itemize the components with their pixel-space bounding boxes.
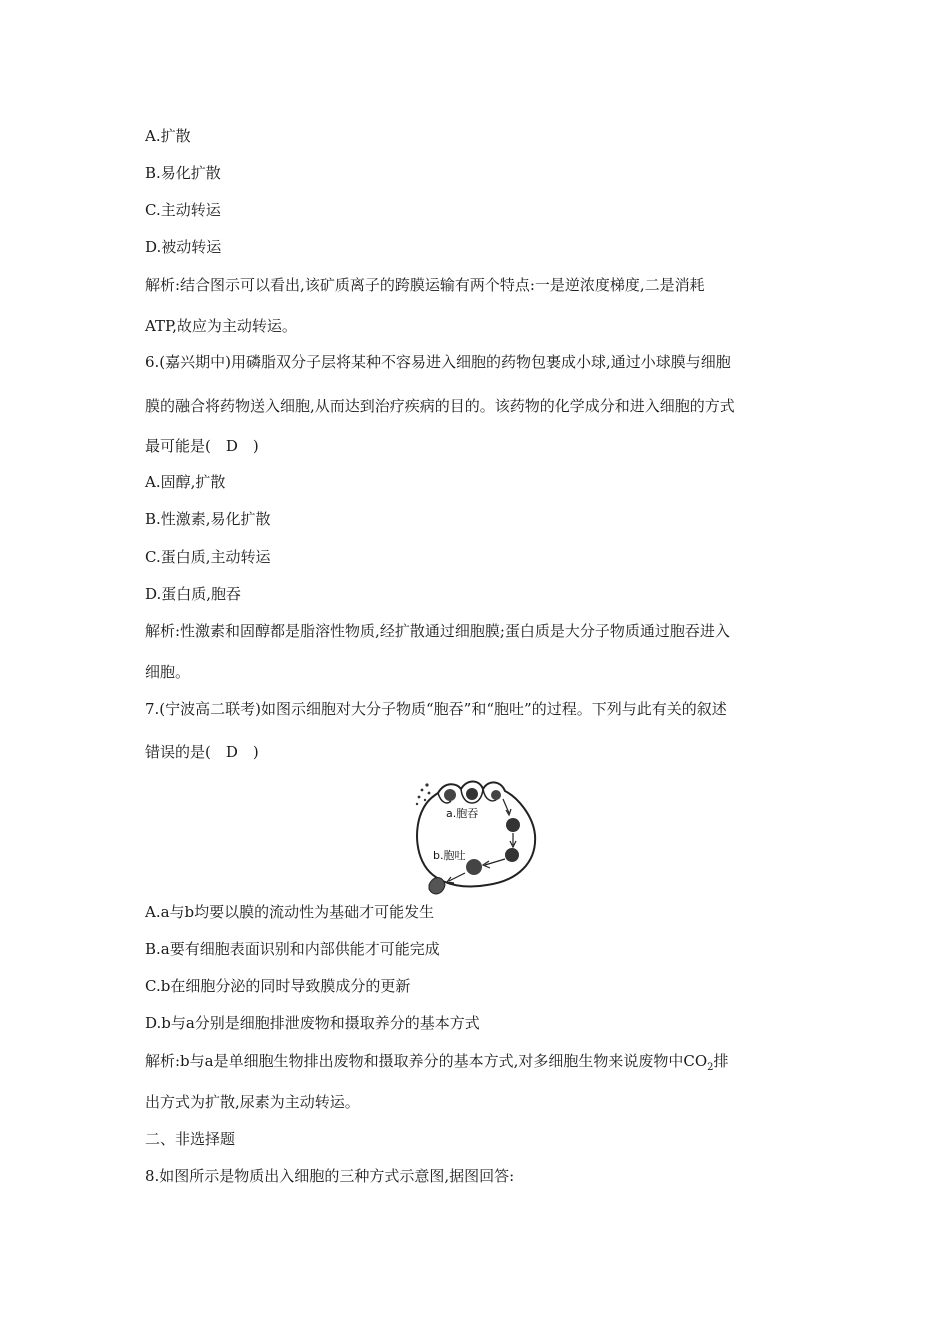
q7-analysis-line1-end: 排 (713, 1052, 729, 1070)
q6-stem-line3: 最可能是( D ) (145, 437, 259, 455)
q6-analysis-line1: 解析:性激素和固醇都是脂溶性物质,经扩散通过细胞膜;蛋白质是大分子物质通过胞吞进入 (145, 622, 730, 640)
q7-option-d: D.b与a分别是细胞排泄废物和摄取养分的基本方式 (145, 1014, 480, 1032)
q5-option-c: C.主动转运 (145, 201, 221, 219)
q8-stem: 8.如图所示是物质出入细胞的三种方式示意图,据图回答: (145, 1167, 515, 1185)
q6-stem-line2: 膜的融合将药物送入细胞,从而达到治疗疾病的目的。该药物的化学成分和进入细胞的方式 (145, 397, 735, 415)
q7-stem-line2: 错误的是( D ) (145, 743, 259, 761)
q7-analysis-line1-main: 解析:b与a是单细胞生物排出废物和摄取养分的基本方式,对多细胞生物来说废物中CO (145, 1052, 708, 1070)
q7-analysis-line1 (145, 1051, 729, 1078)
q7-analysis-line2: 出方式为扩散,尿素为主动转运。 (145, 1093, 360, 1111)
q5-option-a: A.扩散 (145, 127, 191, 145)
q7-option-b: B.a要有细胞表面识别和内部供能才可能完成 (145, 940, 440, 958)
q6-option-a: A.固醇,扩散 (145, 473, 226, 491)
q6-option-d: D.蛋白质,胞吞 (145, 585, 242, 603)
q7-option-a: A.a与b均要以膜的流动性为基础才可能发生 (145, 903, 435, 921)
q6-analysis-line2: 细胞。 (145, 663, 191, 681)
q7-stem-line1: 7.(宁波高二联考)如图示细胞对大分子物质“胞吞”和“胞吐”的过程。下列与此有关的叙述 (145, 700, 727, 718)
q5-option-b: B.易化扩散 (145, 164, 221, 182)
endocytosis-exocytosis-figure (405, 773, 545, 898)
q5-analysis-line1: 解析:结合图示可以看出,该矿质离子的跨膜运输有两个特点:一是逆浓度梯度,二是消耗 (145, 276, 705, 294)
q5-option-d: D.被动转运 (145, 238, 222, 256)
co2-subscript: 2 (707, 1062, 714, 1073)
section-title-non-choice: 二、非选择题 (145, 1130, 236, 1148)
label-endocytosis: a.胞吞 (446, 807, 479, 820)
label-exocytosis: b.胞吐 (433, 849, 466, 862)
q6-option-c: C.蛋白质,主动转运 (145, 548, 271, 566)
q7-option-c: C.b在细胞分泌的同时导致膜成分的更新 (145, 977, 411, 995)
q6-stem-line1: 6.(嘉兴期中)用磷脂双分子层将某种不容易进入细胞的药物包裹成小球,通过小球膜与细胞 (145, 353, 731, 371)
q5-analysis-line2: ATP,故应为主动转运。 (145, 317, 297, 335)
q6-option-b: B.性激素,易化扩散 (145, 510, 271, 528)
